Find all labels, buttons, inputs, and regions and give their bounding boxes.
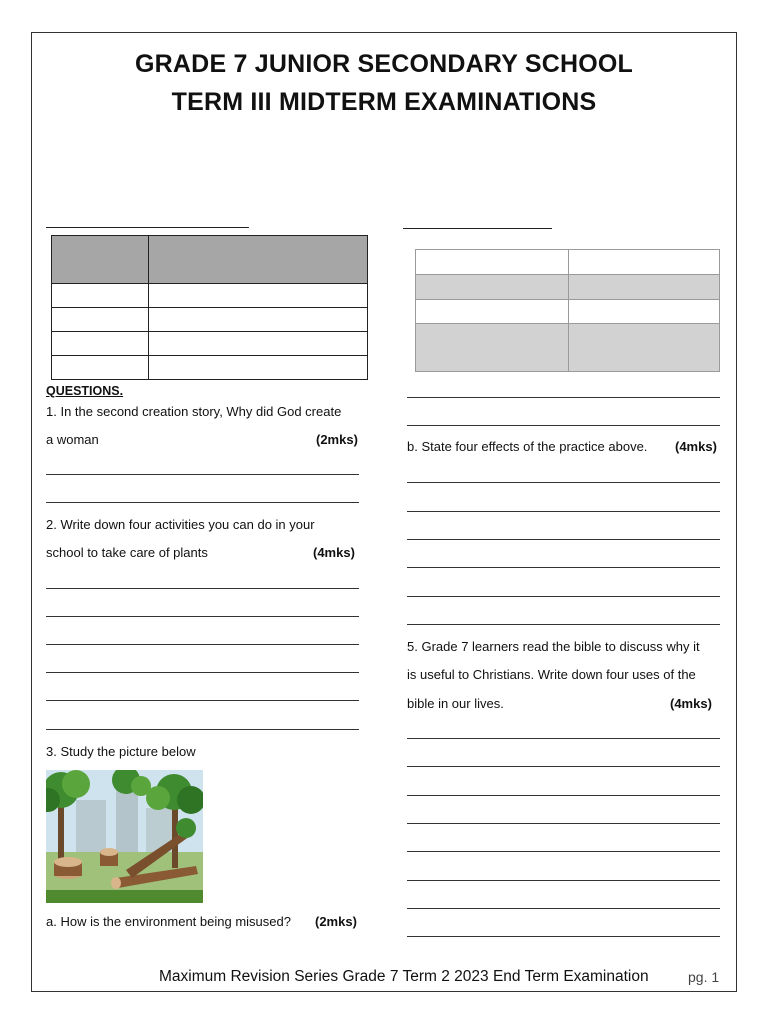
left-table <box>51 235 368 380</box>
q5-marks: (4mks) <box>670 696 712 711</box>
table-cell <box>52 356 149 380</box>
answer-line[interactable] <box>407 880 720 881</box>
answer-line[interactable] <box>407 738 720 739</box>
q3a-marks: (2mks) <box>315 914 357 929</box>
answer-line[interactable] <box>407 766 720 767</box>
right-table <box>415 249 720 372</box>
answer-line[interactable] <box>407 539 720 540</box>
table-cell <box>416 250 569 275</box>
answer-line[interactable] <box>46 588 359 589</box>
answer-line[interactable] <box>407 511 720 512</box>
table-cell <box>416 324 569 372</box>
right-heading-rule <box>403 228 552 229</box>
table-cell <box>569 300 720 324</box>
exam-title-line-1: GRADE 7 JUNIOR SECONDARY SCHOOL <box>135 50 633 78</box>
page-number: pg. 1 <box>688 969 720 985</box>
table-cell <box>52 332 149 356</box>
table-cell <box>52 236 149 284</box>
q5-line3: bible in our lives. <box>407 696 504 711</box>
answer-line[interactable] <box>46 644 359 645</box>
q2-marks: (4mks) <box>313 545 355 560</box>
table-cell <box>52 308 149 332</box>
table-cell <box>149 308 368 332</box>
answer-line[interactable] <box>46 672 359 673</box>
answer-line[interactable] <box>407 482 720 483</box>
q5-line1: 5. Grade 7 learners read the bible to discuss why it <box>407 639 700 654</box>
exam-title-line-2: TERM III MIDTERM EXAMINATIONS <box>171 88 597 116</box>
answer-line[interactable] <box>407 823 720 824</box>
q3a-text: a. How is the environment being misused? <box>46 914 291 929</box>
answer-line[interactable] <box>407 624 720 625</box>
footer-text: Maximum Revision Series Grade 7 Term 2 2023 End Term Examination <box>159 968 649 985</box>
table-cell <box>149 332 368 356</box>
answer-line[interactable] <box>407 795 720 796</box>
answer-line[interactable] <box>407 936 720 937</box>
q1-line1: 1. In the second creation story, Why did God create <box>46 404 342 419</box>
questions-heading: QUESTIONS. <box>46 384 124 398</box>
answer-line[interactable] <box>407 425 720 426</box>
table-cell <box>149 284 368 308</box>
q1-marks: (2mks) <box>316 432 358 447</box>
table-cell <box>149 236 368 284</box>
table-cell <box>149 356 368 380</box>
answer-line[interactable] <box>46 700 359 701</box>
answer-line[interactable] <box>46 729 359 730</box>
deforestation-illustration <box>46 770 203 903</box>
q3b-text: b. State four effects of the practice above. <box>407 439 648 454</box>
answer-line[interactable] <box>46 502 359 503</box>
answer-line[interactable] <box>407 397 720 398</box>
table-cell <box>569 324 720 372</box>
q1-line2: a woman <box>46 432 99 447</box>
left-heading-rule <box>46 227 249 228</box>
q2-line2: school to take care of plants <box>46 545 208 560</box>
answer-line[interactable] <box>407 567 720 568</box>
table-cell <box>416 275 569 300</box>
answer-line[interactable] <box>46 474 359 475</box>
answer-line[interactable] <box>46 616 359 617</box>
table-cell <box>569 250 720 275</box>
q5-line2: is useful to Christians. Write down four uses of the <box>407 667 696 682</box>
answer-line[interactable] <box>407 596 720 597</box>
table-cell <box>569 275 720 300</box>
answer-line[interactable] <box>407 851 720 852</box>
q3b-marks: (4mks) <box>675 439 717 454</box>
answer-line[interactable] <box>407 908 720 909</box>
q3-intro: 3. Study the picture below <box>46 744 196 759</box>
table-cell <box>416 300 569 324</box>
q2-line1: 2. Write down four activities you can do in your <box>46 517 315 532</box>
table-cell <box>52 284 149 308</box>
